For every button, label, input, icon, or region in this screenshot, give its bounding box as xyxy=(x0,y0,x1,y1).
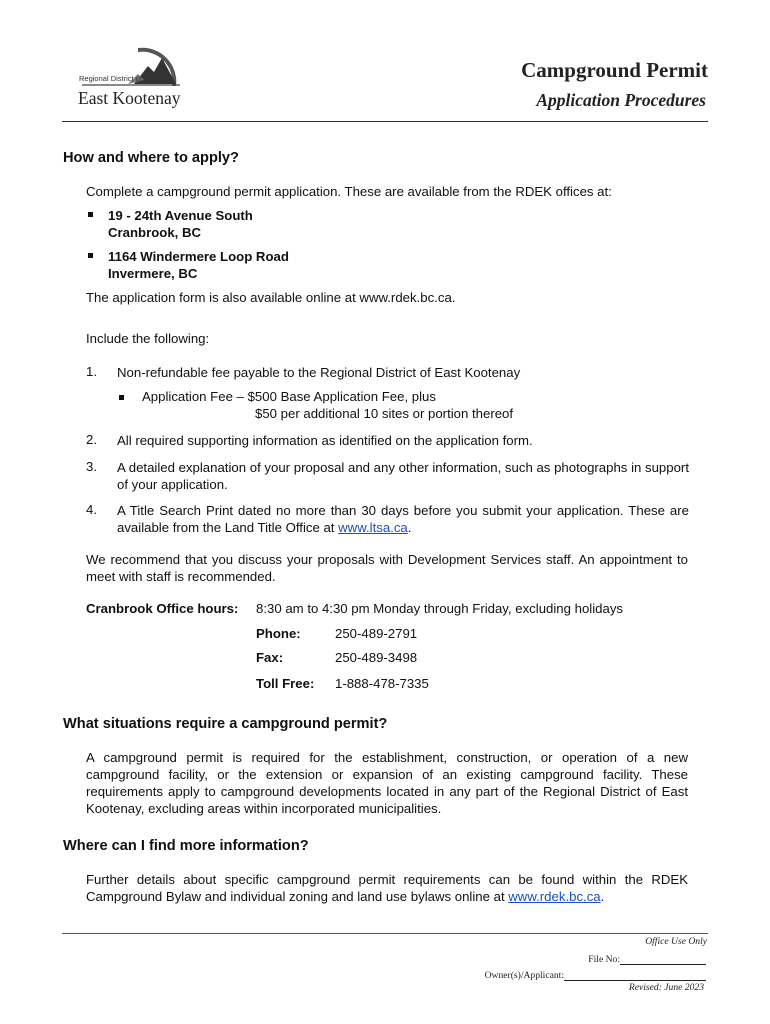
ltsa-link[interactable]: www.ltsa.ca xyxy=(338,520,408,535)
list-item-supporting-info: All required supporting information as identified on the application form. xyxy=(117,433,533,448)
list-item-title-search xyxy=(117,502,689,536)
file-no-field[interactable] xyxy=(620,953,706,965)
page-subtitle: Application Procedures xyxy=(536,90,706,110)
list-number: 4. xyxy=(86,502,97,517)
header-divider xyxy=(62,121,708,122)
mountain-logo-icon xyxy=(76,44,186,94)
fee-line-1: Application Fee – $500 Base Application Fee, plus xyxy=(142,389,436,404)
logo-org-large: East Kootenay xyxy=(78,88,181,108)
fax-value: 250-489-3498 xyxy=(335,650,418,665)
office-address-line1: 19 - 24th Avenue South xyxy=(108,208,253,223)
fee-line-2: $50 per additional 10 sites or portion thereof xyxy=(255,406,514,421)
owner-row xyxy=(485,969,706,981)
office-address-line2: Cranbrook, BC xyxy=(108,225,202,240)
online-availability: The application form is also available online at www.rdek.bc.ca. xyxy=(86,290,456,305)
logo-org-small: Regional District of xyxy=(79,74,142,83)
include-label: Include the following: xyxy=(86,331,210,346)
more-info-period: . xyxy=(600,889,605,904)
section-heading-more-info: Where can I find more information? xyxy=(63,838,309,854)
section-heading-situations: What situations require a campground permit? xyxy=(63,716,388,732)
file-no-row xyxy=(588,953,706,965)
fax-label: Fax: xyxy=(256,650,284,665)
office-hours-label: Cranbrook Office hours: xyxy=(86,601,239,616)
office-address-line2: Invermere, BC xyxy=(108,266,198,281)
recommendation-text: We recommend that you discuss your proposals with Development Services staff. An appointment to meet with staff is recommended. xyxy=(86,552,688,584)
phone-value: 250-489-2791 xyxy=(335,626,418,641)
toll-free-label: Toll Free: xyxy=(256,676,315,691)
section-heading-how-to-apply: How and where to apply? xyxy=(63,150,239,166)
office-address-invermere xyxy=(108,248,710,282)
office-address-line1: 1164 Windermere Loop Road xyxy=(108,249,289,264)
more-info-body xyxy=(86,871,688,905)
rdek-logo xyxy=(76,44,196,114)
more-info-text: Further details about specific campground permit requirements can be found within the RDEK Campground Bylaw and individual zoning and land use bylaws online at xyxy=(86,872,688,904)
list-item-explanation: A detailed explanation of your proposal and any other information, such as photographs in support of your application. xyxy=(117,460,689,492)
apply-intro: Complete a campground permit application. These are available from the RDEK offices at: xyxy=(86,184,612,199)
bullet-icon xyxy=(119,395,124,400)
page-title: Campground Permit xyxy=(521,58,708,82)
revised-date: Revised: June 2023 xyxy=(628,982,704,993)
title-search-period: . xyxy=(407,520,412,535)
list-number: 2. xyxy=(86,432,97,447)
list-item-fee: Non-refundable fee payable to the Regional District of East Kootenay xyxy=(117,365,521,380)
rdek-link[interactable]: www.rdek.bc.ca xyxy=(508,889,601,904)
phone-label: Phone: xyxy=(256,626,301,641)
bullet-icon xyxy=(88,212,93,217)
toll-free-value: 1-888-478-7335 xyxy=(335,676,429,691)
office-use-label: Office Use Only xyxy=(645,936,707,947)
title-search-text: A Title Search Print dated no more than 30 days before you submit your application. These are available from the Land Title Office at xyxy=(117,503,689,535)
file-no-label: File No: xyxy=(588,954,620,965)
bullet-icon xyxy=(88,253,93,258)
owner-label: Owner(s)/Applicant: xyxy=(484,970,564,981)
office-hours-value: 8:30 am to 4:30 pm Monday through Friday, excluding holidays xyxy=(256,601,624,616)
list-number: 3. xyxy=(86,459,97,474)
list-number: 1. xyxy=(86,364,97,379)
footer-divider xyxy=(62,933,708,934)
owner-field[interactable] xyxy=(564,969,706,981)
office-address-cranbrook xyxy=(108,207,710,241)
situations-body: A campground permit is required for the establishment, construction, or operation of a new campground facility, or the extension or expansion of an existing campground facility. These requirements apply to campground developments located in any part of the Regional District of East Kootenay, excluding areas within incorporated municipalities. xyxy=(86,750,688,816)
